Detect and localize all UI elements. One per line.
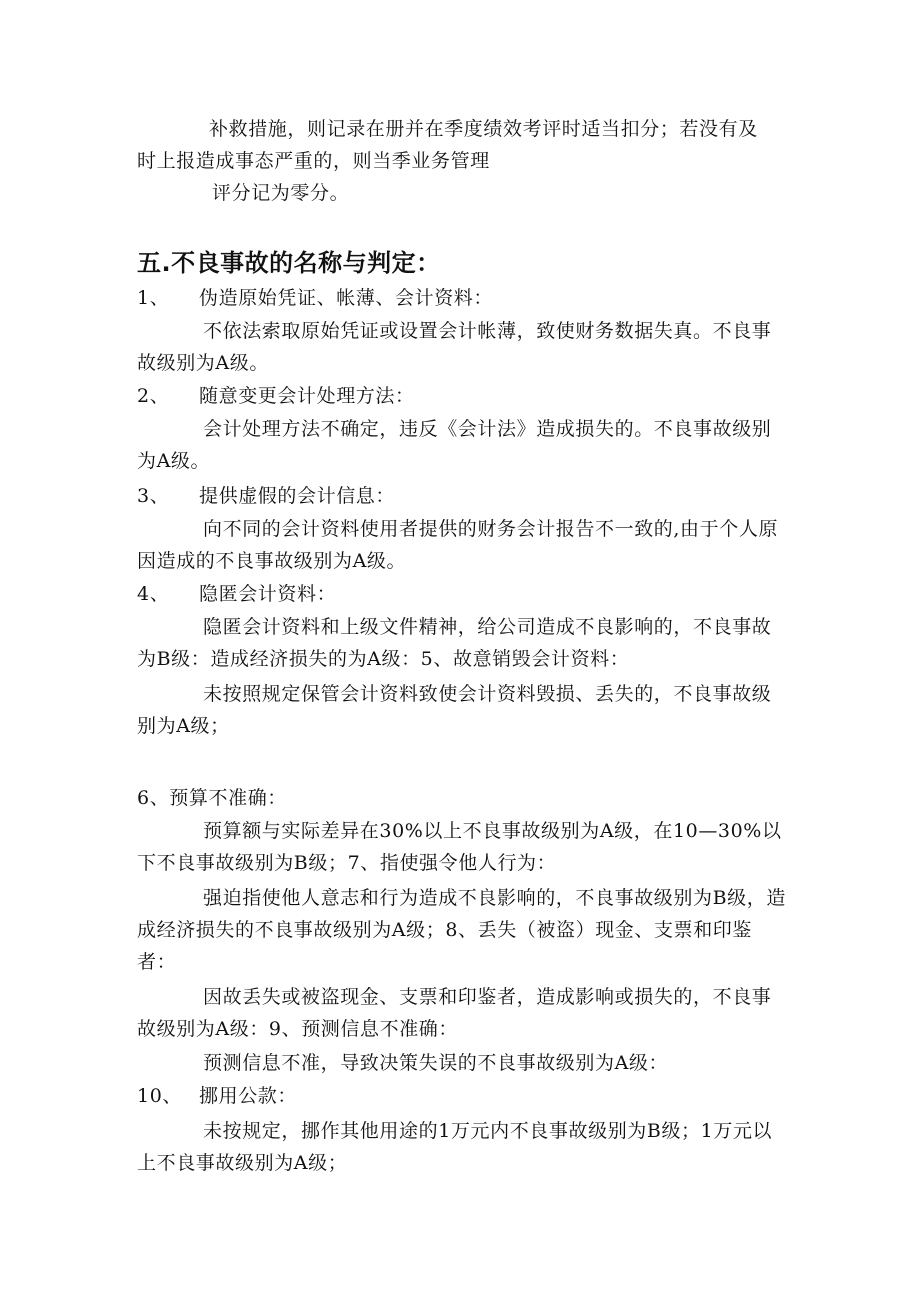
item-2-heading [137,380,415,412]
item-4-body: 隐匿会计资料和上级文件精神，给公司造成不良影响的，不良事故为B级：造成经济损失的为A级：5、故意销毁会计资料： [137,616,772,670]
item-2-body: 会计处理方法不确定，违反《会计法》造成损失的。不良事故级别为A级。 [137,418,772,472]
item-number: 1、 [137,287,170,309]
item-title: 提供虚假的会计信息： [199,485,396,507]
item-6-body: 预算额与实际差异在30%以上不良事故级别为A级，在10—30%以下不良事故级别为B级；7、指使强令他人行为： [137,820,782,874]
item-1-body: 不依法索取原始凭证或设置会计帐薄，致使财务数据失真。不良事故级别为A级。 [137,320,772,374]
item-number: 10、 [137,1085,182,1107]
item-number: 3、 [137,485,170,507]
item-number: 2、 [137,385,170,407]
item-10-heading [137,1080,297,1112]
item-title: 伪造原始凭证、帐薄、会计资料： [199,287,494,309]
intro-line-3: 评分记为零分。 [212,182,350,204]
item-6-heading: 6、预算不准确： [137,787,287,809]
intro-line-1: 补救措施，则记录在册并在季度绩效考评时适当扣分；若没有及 [209,118,758,140]
item-5-body: 未按照规定保管会计资料致使会计资料毁损、丢失的，不良事故级别为A级； [137,683,772,737]
item-7-body: 强迫指使他人意志和行为造成不良影响的，不良事故级别为B级，造成经济损失的不良事故级别为A级；8、丢失（被盗）现金、支票和印鉴者： [137,887,786,973]
item-9-body: 预测信息不准，导致决策失误的不良事故级别为A级： [203,1052,669,1074]
item-number: 4、 [137,583,170,605]
section-title: 五.不良事故的名称与判定： [137,249,441,277]
intro-line-2: 时上报造成事态严重的，则当季业务管理 [137,150,490,172]
item-10-body: 未按规定，挪作其他用途的1万元内不良事故级别为B级；1万元以上不良事故级别为A级； [137,1120,773,1174]
item-8-body: 因故丢失或被盗现金、支票和印鉴者，造成影响或损失的，不良事故级别为A级：9、预测信息不准确： [137,986,772,1040]
item-title: 隐匿会计资料： [199,583,337,605]
item-3-body: 向不同的会计资料使用者提供的财务会计报告不一致的,由于个人原因造成的不良事故级别为A级。 [137,518,779,572]
item-3-heading [137,480,395,512]
item-title: 挪用公款： [199,1085,298,1107]
item-title: 随意变更会计处理方法： [199,385,415,407]
item-1-heading [137,282,493,314]
item-4-heading [137,578,336,610]
